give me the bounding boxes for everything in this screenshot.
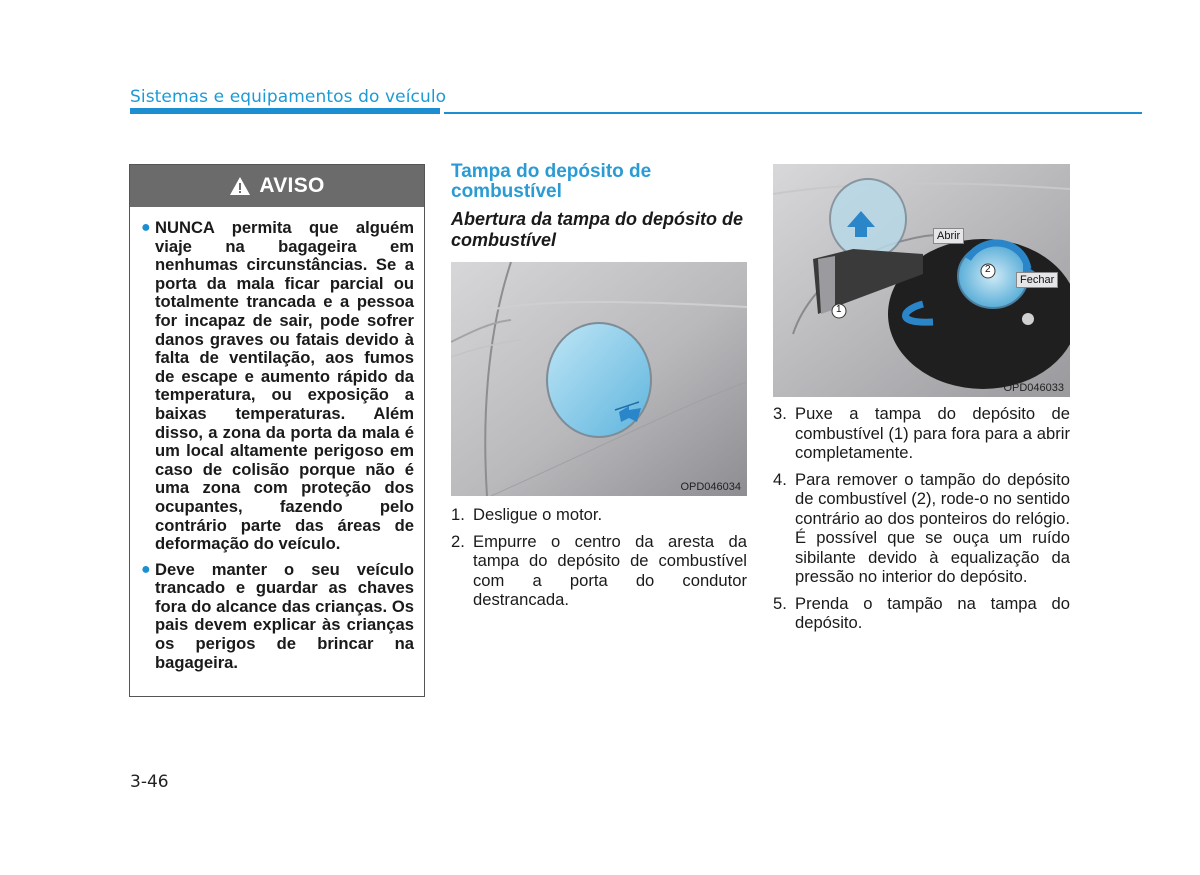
step-item — [773, 594, 1070, 633]
step-text: Empurre o centro da aresta da tampa do depósito de combustível com a porta do condutor destrancada. — [473, 531, 747, 609]
step-text: Prenda o tampão na tampa do depósito. — [795, 593, 1070, 632]
warning-item — [141, 561, 414, 673]
bullet-icon: ● — [141, 219, 151, 236]
step-number: 1. — [451, 505, 465, 524]
header-rule-thick — [130, 108, 440, 114]
section-title: Sistemas e equipamentos do veículo — [130, 87, 447, 107]
figure-fuel-cap-open — [773, 164, 1070, 397]
step-item — [773, 404, 1070, 463]
figure-fuel-door-closed — [451, 262, 747, 496]
step-text: Desligue o motor. — [473, 505, 603, 524]
figure-code: OPD046033 — [1003, 382, 1064, 394]
fuel-door-closed-illustration — [451, 262, 747, 496]
header-rule-thin — [444, 112, 1142, 114]
page-number: 3-46 — [130, 772, 169, 792]
marker-2: 2 — [985, 264, 991, 275]
step-item — [451, 505, 747, 525]
warning-box — [129, 164, 425, 697]
label-open: Abrir — [933, 228, 964, 244]
bullet-icon: ● — [141, 560, 151, 578]
step-number: 3. — [773, 404, 787, 423]
warning-item — [141, 219, 414, 554]
warning-header — [130, 165, 424, 207]
step-number: 2. — [451, 531, 465, 551]
marker-1: 1 — [836, 304, 842, 315]
step-text: Puxe a tampa do depósito de combustível (1) para fora para a abrir completamente. — [795, 404, 1070, 462]
figure-code: OPD046034 — [680, 481, 741, 493]
step-number: 5. — [773, 593, 787, 613]
step-item — [451, 532, 747, 610]
warning-title: AVISO — [259, 174, 325, 197]
warning-item-text: Deve manter o seu veículo trancado e guardar as chaves fora do alcance das crianças. Os pais devem explicar às crianças os perigos de brincar na bagageira. — [155, 559, 414, 672]
section-heading: Tampa do depósito de combustível — [451, 161, 652, 202]
steps-list-right — [773, 404, 1070, 640]
step-text: Para remover o tampão do depósito de combustível (2), rode-o no sentido contrário ao dos ponteiros do relógio. É possível que se ouça um ruído sibilante devido à equalização da pressão no interior do depósito. — [795, 469, 1070, 586]
steps-list-left — [451, 505, 747, 617]
step-number: 4. — [773, 469, 787, 489]
step-item — [773, 470, 1070, 587]
label-close: Fechar — [1016, 272, 1058, 288]
warning-item-text: NUNCA permita que alguém viaje na bagageira em nenhumas circunstâncias. Se a porta da mala ficar parcial ou totalmente trancada e a pessoa for incapaz de sair, pode sofrer danos graves ou fatais devido à falta de ventilação, aos fumos de escape e aumento rápido da temperatura, ou exposição a baixas temperaturas. Além disso, a zona da porta da mala é um local altamente perigoso em caso de colisão porque não é uma zona com proteção dos ocupantes, fazendo pelo contrário parte das áreas de deformação do veículo. — [155, 218, 414, 554]
warning-list — [130, 207, 424, 672]
warning-triangle-icon — [229, 176, 251, 196]
section-subheading: Abertura da tampa do depósito de combustível — [451, 209, 744, 250]
